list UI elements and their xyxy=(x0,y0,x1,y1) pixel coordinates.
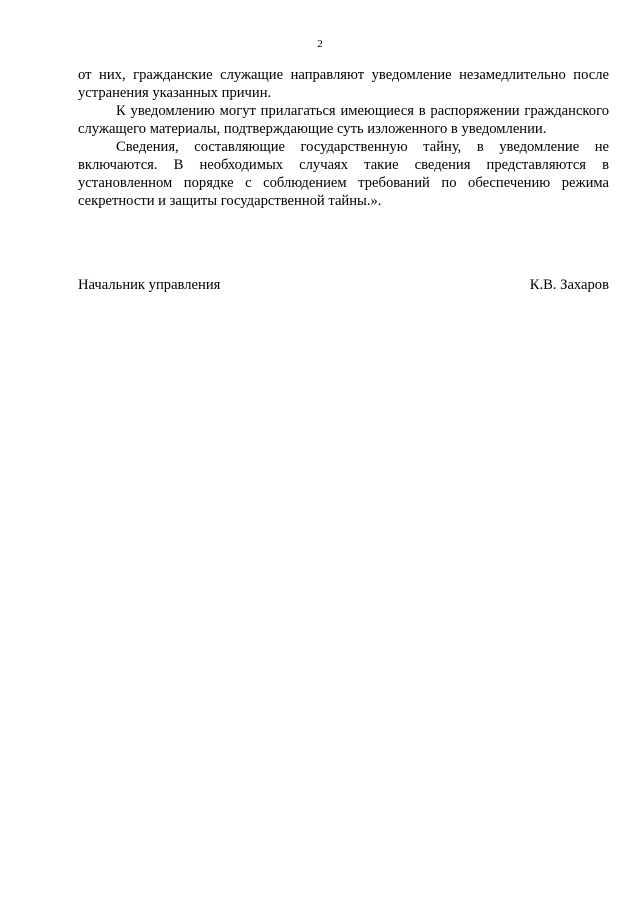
paragraph-continuation: от них, гражданские служащие направляют уведомление незамедлительно после устранения указанных причин. xyxy=(78,67,609,101)
page-number: 2 xyxy=(317,38,323,50)
signatory-position: Начальник управления xyxy=(78,277,221,293)
document-body xyxy=(78,66,609,210)
paragraph-attachments: К уведомлению могут прилагаться имеющиеся в распоряжении гражданского служащего материалы, подтверждающие суть изложенного в уведомлении. xyxy=(78,103,609,137)
paragraph-state-secret: Сведения, составляющие государственную тайну, в уведомление не включаются. В необходимых случаях такие сведения представляются в установленном порядке с соблюдением требований по обеспечению режима секретности и защиты государственной тайны.». xyxy=(78,139,609,209)
signatory-name: К.В. Захаров xyxy=(529,277,609,293)
signature-block xyxy=(78,276,609,294)
